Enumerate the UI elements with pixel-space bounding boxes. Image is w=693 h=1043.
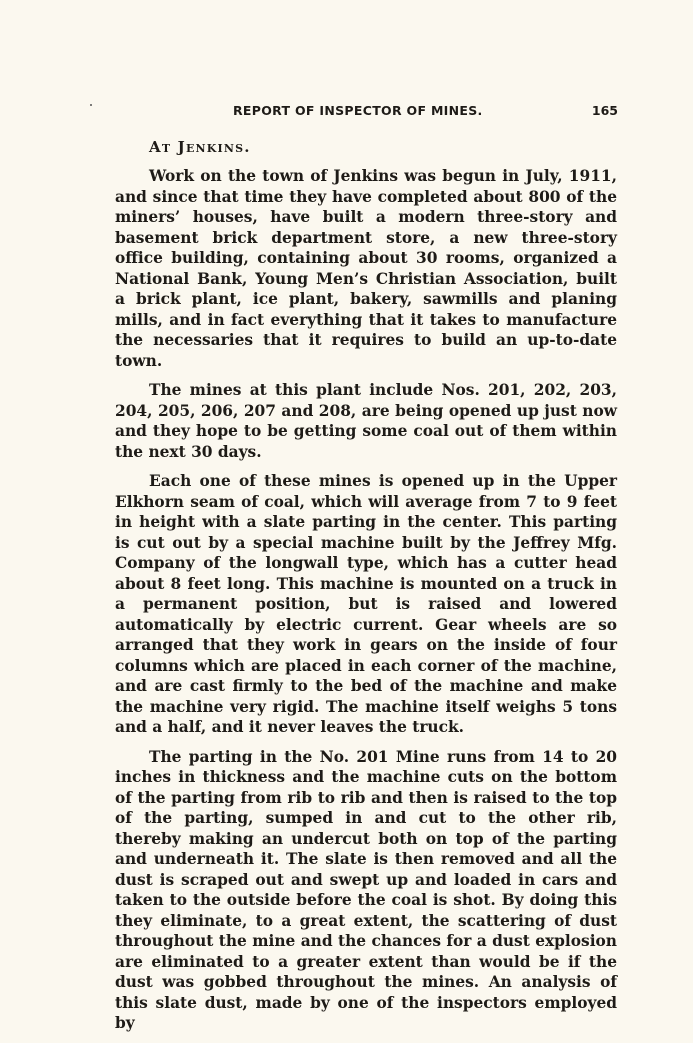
paragraph: Each one of these mines is opened up in the Upper Elkhorn seam of coal, which will average from 7 to 9 feet in height with a slate parting in the center. This parting is cut out by a special machine built by the Jeffrey Mfg. Company of the longwall type, which has a cutter head about 8 feet long. This machine is mounted on a truck in a permanent position, but is raised and lowered automatically by electric current. Gear wheels are so arranged that they work in gears on the inside of four columns which are placed in each corner of the machine, and are cast firmly to the bed of the machine and make the machine very rigid. The machine itself weighs 5 tons and a half, and it never leaves the truck. [115, 472, 617, 736]
page-header [233, 103, 618, 121]
paragraph: Work on the town of Jenkins was begun in July, 1911, and since that time they have completed about 800 of the miners’ houses, have built a modern three-story and basement brick department store, a new three-story office building, containing about 30 rooms, organized a National Bank, Young Men’s Christian Association, built a brick plant, ice plant, bakery, sawmills and planing mills, and in fact everything that it takes to manufacture the necessaries that it requires to build an up-to-date town. [115, 167, 617, 370]
running-title: REPORT OF INSPECTOR OF MINES. [233, 103, 483, 118]
page-number: 165 [591, 103, 618, 118]
paragraph: The mines at this plant include Nos. 201, 202, 203, 204, 205, 206, 207 and 208, are being opened up just now and they hope to be getting some coal out of them within the next 30 days. [115, 381, 617, 461]
print-speck [90, 104, 92, 106]
body-text [115, 136, 617, 1043]
section-heading: At Jenkins. [149, 138, 251, 156]
paragraph: The parting in the No. 201 Mine runs from 14 to 20 inches in thickness and the machine cuts on the bottom of the parting from rib to rib and then is raised to the top of the parting, sumped in and cut to the other rib, thereby making an undercut both on top of the parting and underneath it. The slate is then removed and all the dust is scraped out and swept up and loaded in cars and taken to the outside before the coal is shot. By doing this they eliminate, to a great extent, the scattering of dust throughout the mine and the chances for a dust explosion are eliminated to a greater extent than would be if the dust was gobbed throughout the mines. An analysis of this slate dust, made by one of the inspectors employed by [115, 747, 617, 1032]
